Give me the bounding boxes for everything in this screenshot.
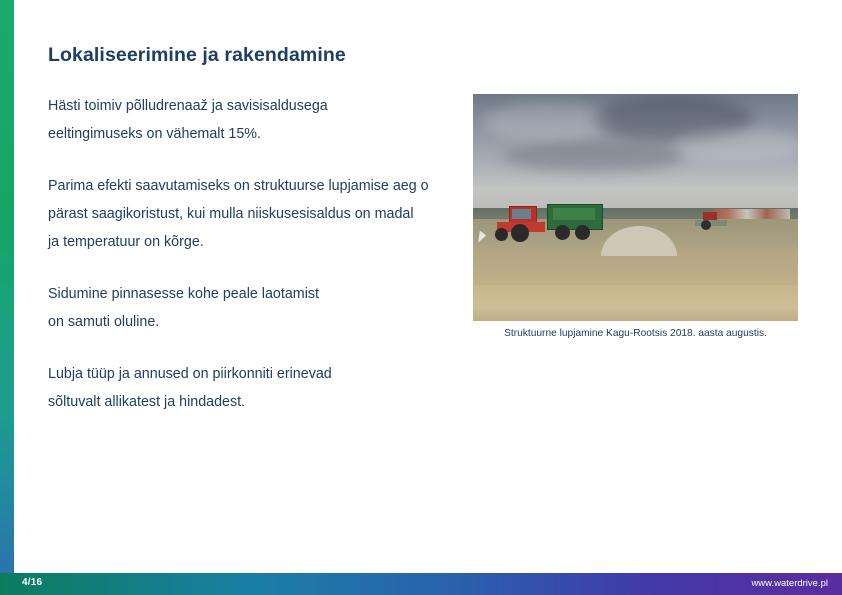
figure	[473, 94, 798, 339]
cloud	[503, 142, 683, 172]
figure-caption: Struktuurne lupjamine Kagu-Rootsis 2018. aasta augustis.	[504, 328, 767, 339]
trailer-wheel	[575, 225, 590, 240]
paragraph-4	[48, 360, 478, 416]
trailer-wheel	[555, 225, 570, 240]
text-line: pärast saagikoristust, kui mulla niiskusesisaldus on madal	[48, 206, 414, 222]
paragraph-3	[48, 280, 478, 336]
text-line: ja temperatuur on kõrge.	[48, 234, 204, 250]
distant-tractor-body	[695, 220, 727, 226]
text-line: eeltingimuseks on vähemalt 15%.	[48, 126, 261, 142]
page-title: Lokaliseerimine ja rakendamine	[48, 44, 346, 66]
page-number: 4/16	[22, 577, 43, 588]
red-tractor	[495, 206, 549, 240]
tractor-front-wheel	[495, 228, 508, 241]
text-line: Sidumine pinnasesse kohe peale laotamist	[48, 286, 320, 302]
tractor-window	[512, 209, 531, 219]
paragraph-2	[48, 172, 478, 256]
body-text	[48, 92, 478, 416]
text-line: on samuti oluline.	[48, 314, 160, 330]
text-line: Lubja tüüp ja annused on piirkonniti erinevad	[48, 366, 332, 382]
field-near	[473, 285, 798, 321]
green-spreader-trailer	[547, 204, 605, 242]
text-line: sõltuvalt allikatest ja hindadest.	[48, 394, 246, 410]
paragraph-1	[48, 92, 478, 148]
trailer-hopper	[553, 208, 595, 220]
footer-url[interactable]: www.waterdrive.pl	[751, 578, 828, 589]
field-liming-photo	[473, 94, 798, 321]
footer-bar	[0, 573, 842, 595]
distant-tractor	[695, 212, 729, 229]
distant-tractor-wheel	[701, 220, 711, 230]
cloud	[673, 128, 798, 162]
left-accent-bar	[0, 0, 14, 595]
tractor-rear-wheel	[511, 224, 529, 242]
text-line: Hästi toimiv põlludrenaaž ja savisisaldusega	[48, 98, 328, 114]
text-line: Parima efekti saavutamiseks on struktuurse lupjamise aeg o	[48, 178, 429, 194]
